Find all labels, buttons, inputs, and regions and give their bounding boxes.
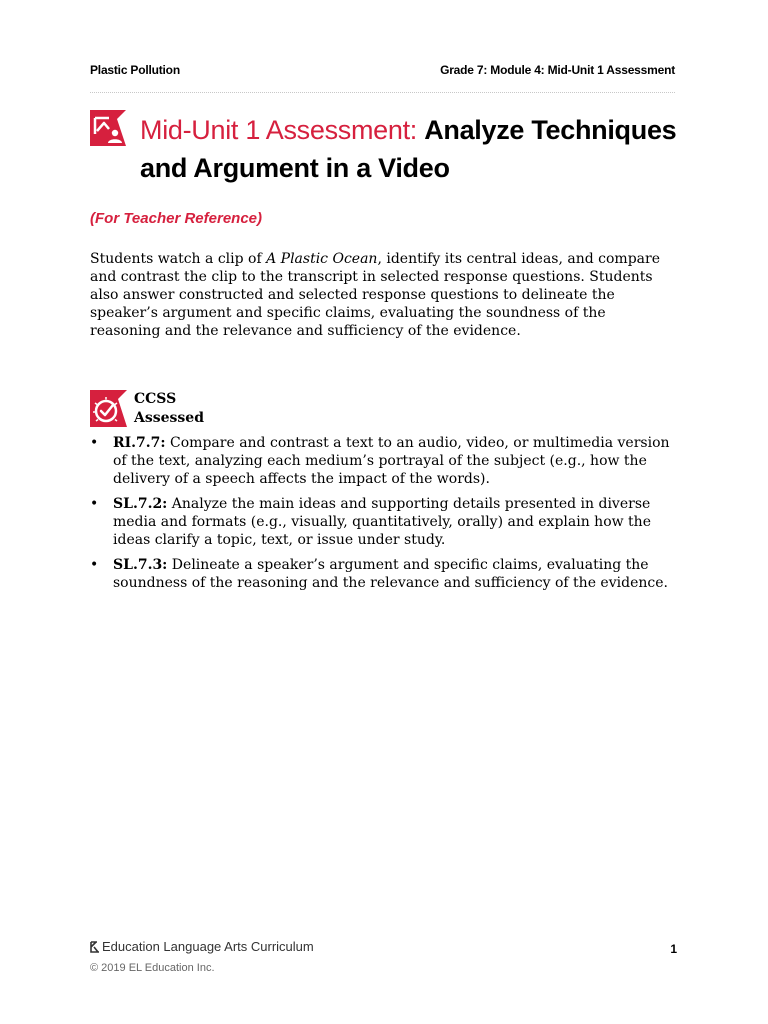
title-prefix: Mid-Unit 1 Assessment: — [140, 115, 417, 145]
standard-text: Delineate a speaker’s argument and specific claims, evaluating the soundness of the reasoning and the relevance and sufficiency of the evidence. — [113, 557, 668, 591]
header-assessment-name: Grade 7: Module 4: Mid-Unit 1 Assessment — [440, 63, 675, 77]
assessment-icon — [90, 110, 126, 146]
ccss-assessed-label — [134, 390, 204, 428]
bullet: • — [90, 435, 99, 451]
standards-list — [90, 434, 680, 599]
intro-video-title: A Plastic Ocean — [266, 251, 378, 267]
footer-brand-text: Education Language Arts Curriculum — [102, 939, 314, 954]
footer-copyright: © 2019 EL Education Inc. — [90, 962, 215, 974]
standard-item-sl-7-2 — [90, 495, 680, 549]
standard-code: RI.7.7: — [113, 435, 166, 451]
page-title — [140, 111, 700, 187]
bullet: • — [90, 557, 99, 573]
page-number: 1 — [670, 942, 677, 956]
el-logo-icon — [90, 941, 100, 953]
footer-brand — [90, 939, 314, 954]
ccss-label-line1: CCSS — [134, 391, 177, 407]
page-header — [90, 62, 675, 93]
standard-code: SL.7.2: — [113, 496, 168, 512]
intro-paragraph — [90, 250, 680, 340]
ccss-seal-icon — [90, 390, 127, 427]
title-main: Analyze Techniques and Argument in a Video — [140, 115, 677, 183]
ccss-label-line2: Assessed — [134, 410, 204, 426]
teacher-reference-note: (For Teacher Reference) — [90, 210, 263, 227]
standard-code: SL.7.3: — [113, 557, 168, 573]
standard-item-ri-7-7 — [90, 434, 680, 488]
header-module-name: Plastic Pollution — [90, 63, 180, 77]
intro-text-before: Students watch a clip of — [90, 251, 267, 267]
intro-text-after: , identify its central ideas, and compare and contrast the clip to the transcript in selected response questions. Students also answer constructed and selected response questions to delineate the speaker’s argument and specific claims, evaluating the soundness of the reasoning and the relevance and sufficiency of the evidence. — [90, 251, 660, 339]
standard-text: Analyze the main ideas and supporting details presented in diverse media and formats (e.g., visually, quantitatively, orally) and explain how the ideas clarify a topic, text, or issue under study. — [113, 496, 651, 548]
standard-item-sl-7-3 — [90, 556, 680, 592]
bullet: • — [90, 496, 99, 512]
standard-text: Compare and contrast a text to an audio, video, or multimedia version of the text, analyzing each medium’s portrayal of the subject (e.g., how the delivery of a speech affects the impact of the words). — [113, 435, 670, 487]
